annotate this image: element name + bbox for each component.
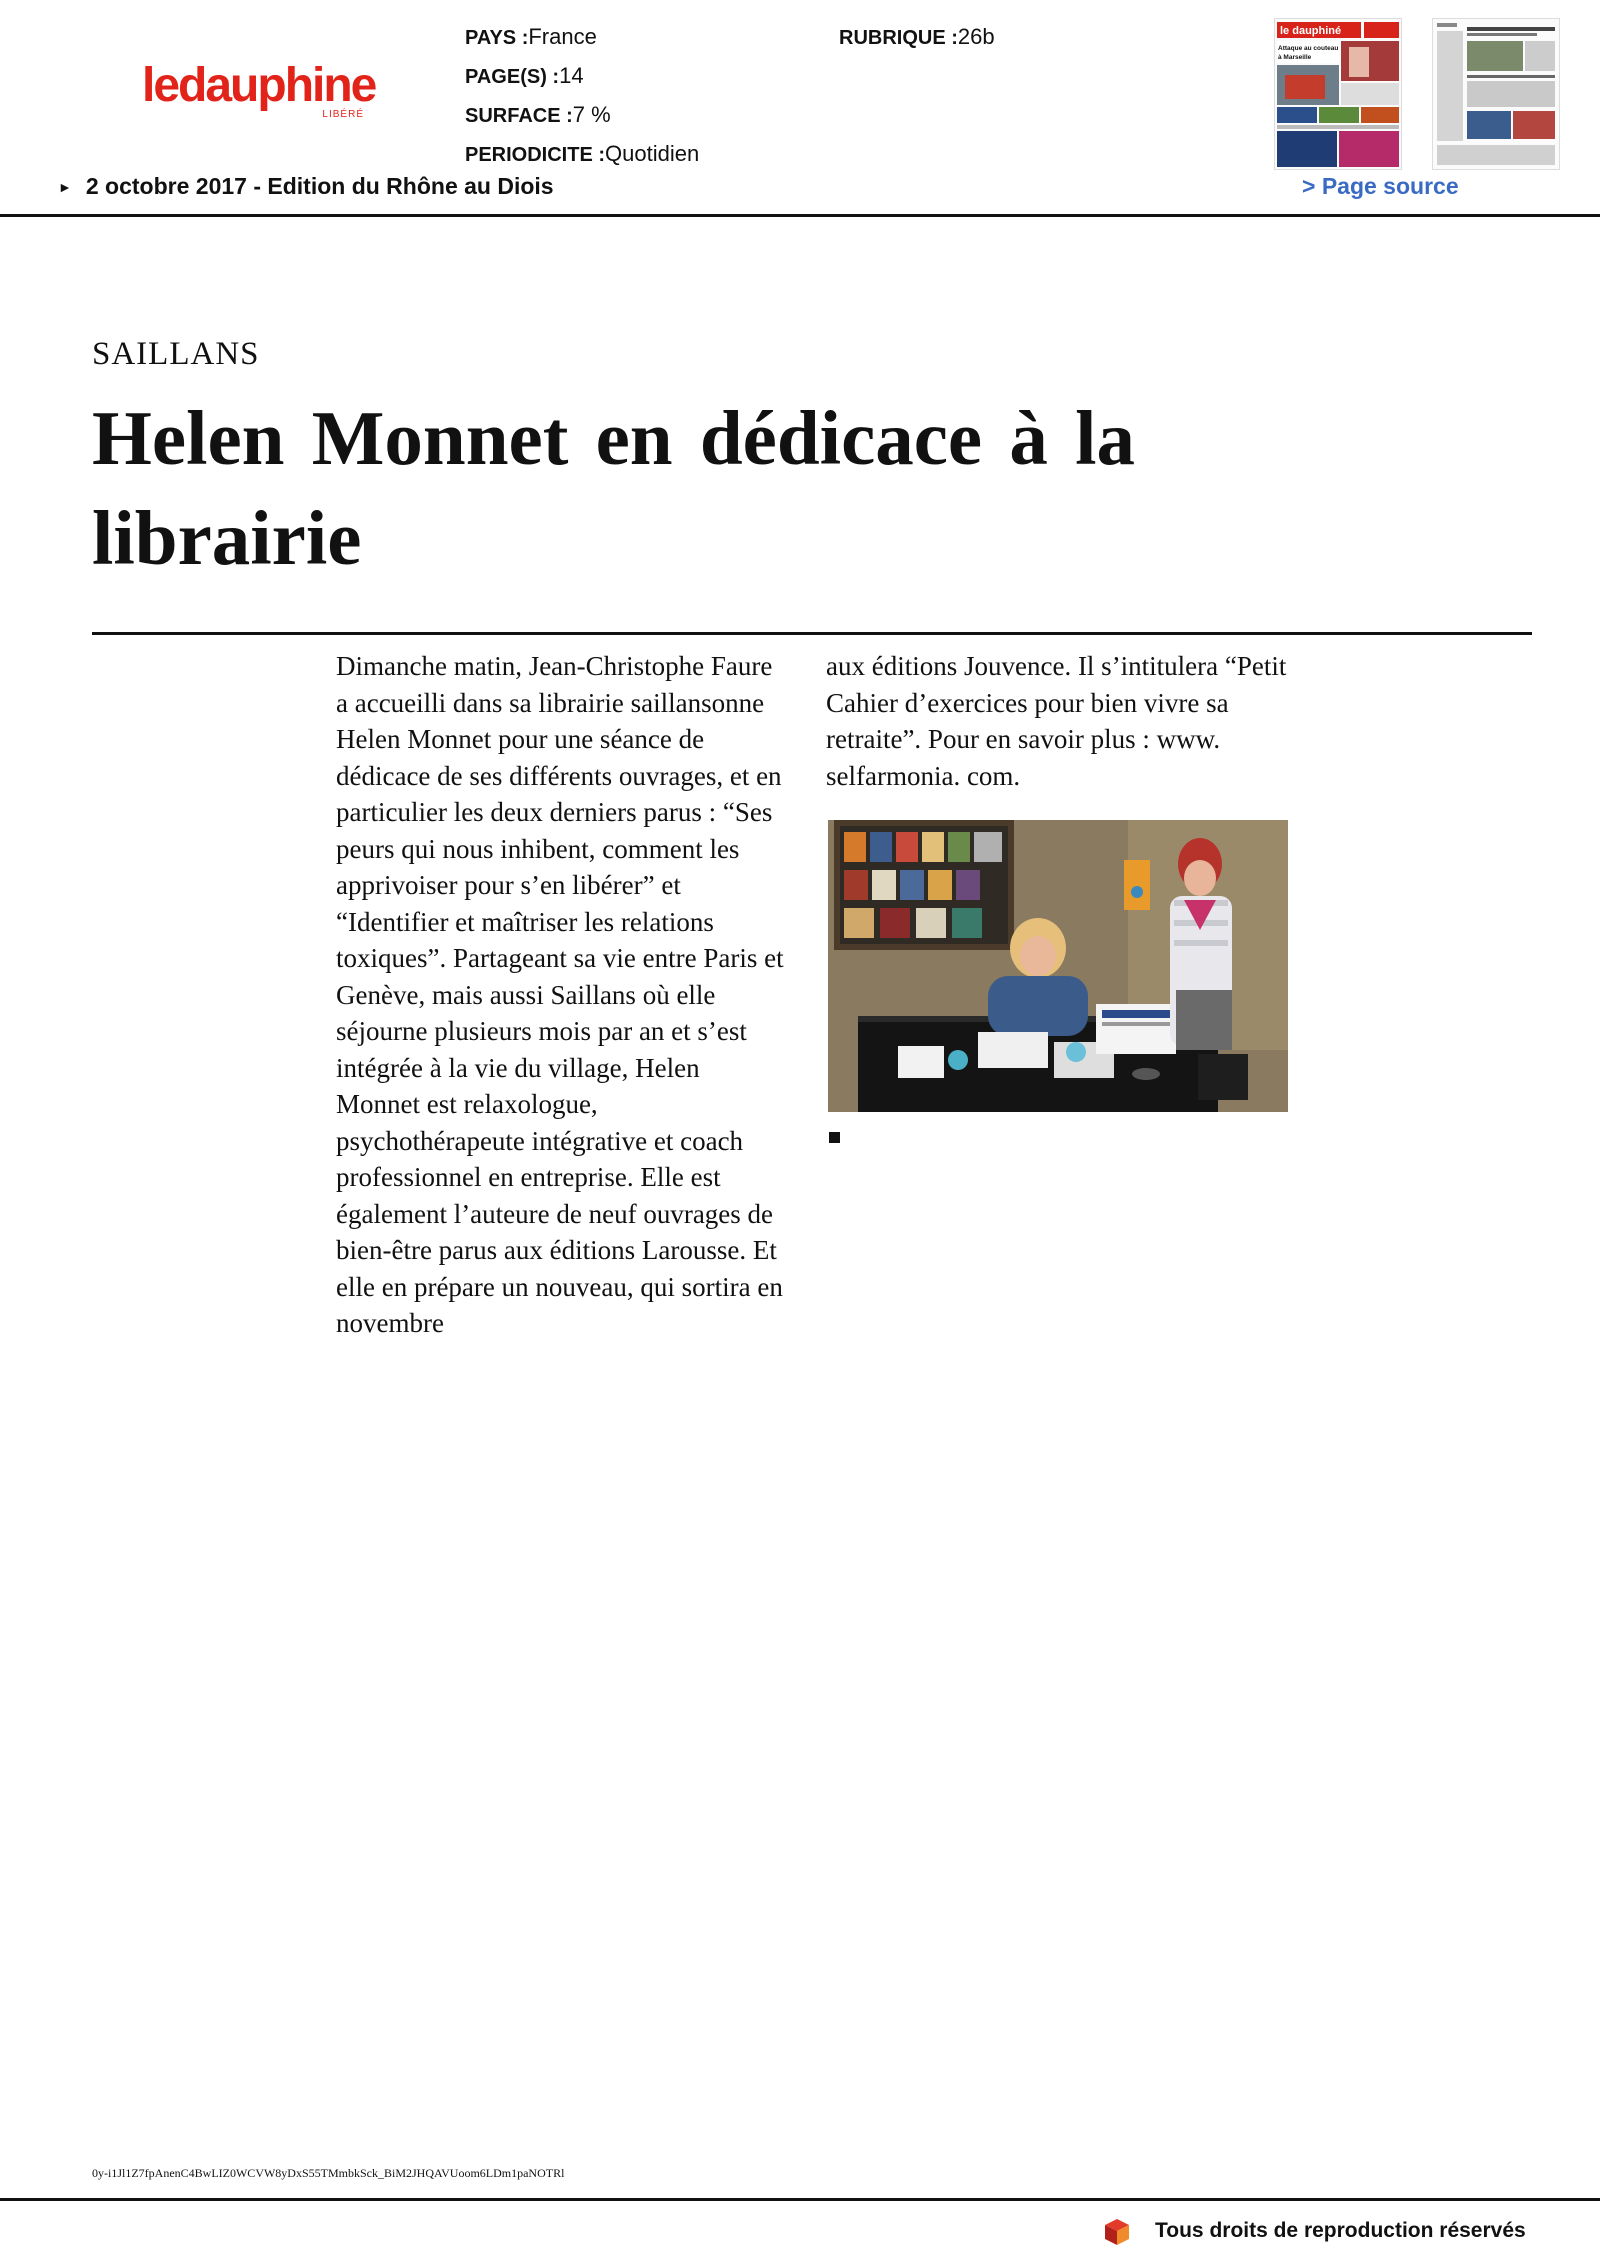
edition-text: 2 octobre 2017 - Edition du Rhône au Diois (85, 173, 554, 199)
svg-text:Attaque au couteau: Attaque au couteau (1278, 45, 1339, 52)
meta-pays (465, 24, 597, 51)
meta-periodicite-value: Quotidien (605, 141, 700, 166)
meta-pages (465, 63, 584, 90)
rights-notice: Tous droits de reproduction réservés (1155, 2219, 1526, 2242)
article-headline: Helen Monnet en dédicace à la librairie (92, 395, 1135, 581)
meta-rubrique-label: RUBRIQUE : (839, 27, 958, 49)
article-body-column-2: aux éditions Jouvence. Il s’intitulera “Petit Cahier d’exercices pour bien vivre sa retraite”. Pour en savoir plus : www. selfarmonia. com. (826, 651, 1287, 791)
article-divider (92, 632, 1532, 635)
meta-surface-value: 7 % (572, 102, 611, 127)
meta-pays-value: France (528, 24, 597, 49)
bullet-arrow-icon: ► (58, 179, 72, 195)
meta-periodicite (465, 141, 699, 168)
article-body-column-1: Dimanche matin, Jean-Christophe Faure a accueilli dans sa librairie saillansonne Helen Monnet pour une séance de dédicace de ses différents ouvrages, et en particulier les deux derniers parus : “Ses peurs qui nous inhibent, comment les apprivoiser pour s’en libérer” et “Identifier et maîtriser les relations toxiques”. Partageant sa vie entre Paris et Genève, mais aussi Saillans où elle séjourne plusieurs mois par an et s’est intégrée à la vie du village, Helen Monnet est relaxologue, psychothérapeute intégrative et coach professionnel en entreprise. Elle est également l’auteure de neuf ouvrages de bien-être parus aux éditions Larousse. Et elle en prépare un nouveau, qui sortira en novembre (336, 651, 784, 1338)
article-section: SAILLANS (92, 336, 260, 372)
meta-pages-value: 14 (559, 63, 584, 88)
meta-rubrique (839, 24, 995, 51)
copyright-cube-icon (1104, 2218, 1130, 2246)
meta-pays-label: PAYS : (465, 27, 529, 49)
meta-periodicite-label: PERIODICITE : (465, 144, 606, 166)
page-source-link[interactable]: > Page source (1302, 173, 1459, 199)
edition-line (58, 172, 554, 203)
publication-logo (142, 59, 376, 122)
article-end-mark (829, 1132, 840, 1143)
svg-text:à Marseille: à Marseille (1278, 54, 1312, 61)
article-page-thumbnail-image (1433, 19, 1559, 169)
meta-rubrique-value: 26b (957, 24, 995, 49)
article-photo (828, 820, 1288, 1112)
document-id: 0y-i1Jl1Z7fpAnenC4BwLIZ0WCVW8yDxS55TMmbkSck_BiM2JHQAVUoom6LDm1paNOTRl (92, 2166, 565, 2180)
footer-divider (0, 2198, 1600, 2201)
front-page-thumbnail[interactable] (1274, 18, 1402, 170)
front-page-thumbnail-image (1275, 19, 1401, 169)
article-page-thumbnail[interactable] (1432, 18, 1560, 170)
header-divider (0, 214, 1600, 217)
logo-subtitle: LIBÉRÉ (322, 109, 364, 120)
meta-surface (465, 102, 611, 129)
thumb-masthead: le dauphiné (1280, 25, 1342, 37)
meta-surface-label: SURFACE : (465, 105, 573, 127)
logo-wordmark: ledauphine (142, 59, 376, 112)
meta-pages-label: PAGE(S) : (465, 66, 560, 88)
